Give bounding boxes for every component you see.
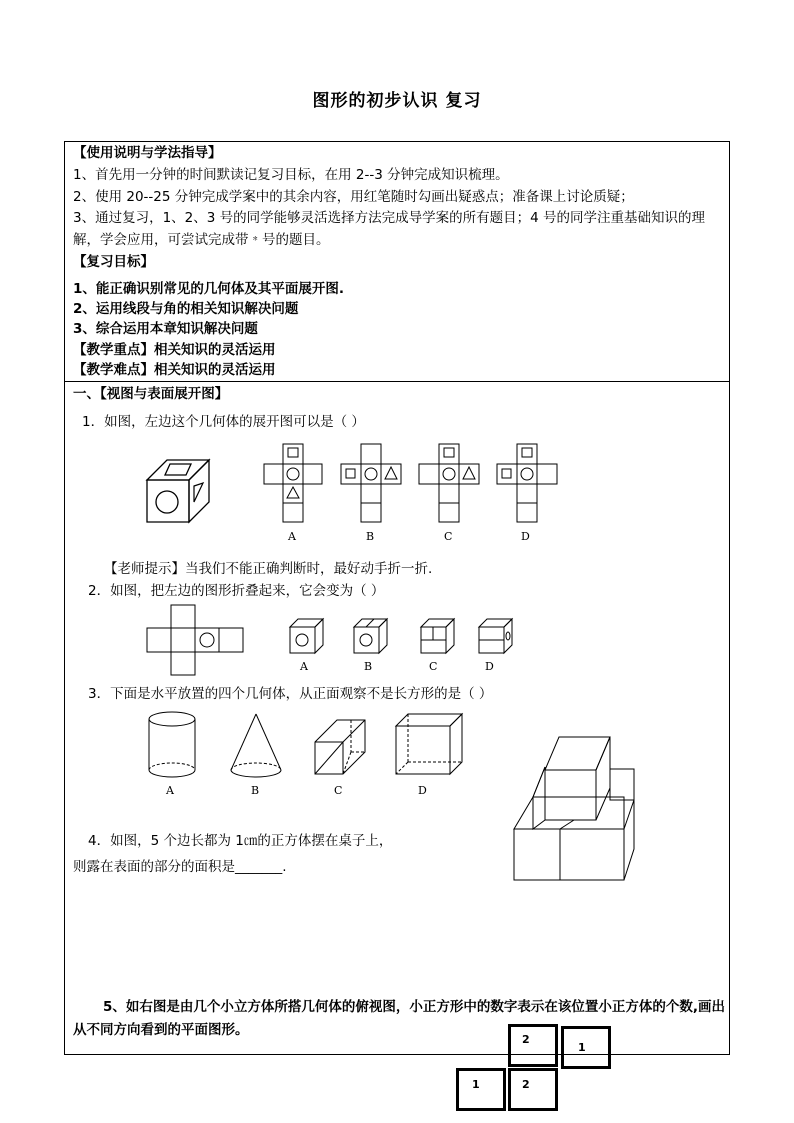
q5-text: 5、如右图是由几个小立方体所搭几何体的俯视图，小正方形中的数字表示在该位置小正方体的个数,画出从不同方向看到的平面图形。	[73, 999, 726, 1038]
q5-value-bottom-left: 1	[472, 1078, 480, 1091]
section1-heading: 一、【视图与表面展开图】	[73, 386, 229, 402]
q3-text: 3．下面是水平放置的四个几何体，从正面观察不是长方形的是（ ）	[88, 686, 493, 702]
q2-option-d: D	[485, 660, 494, 673]
q1-net-a	[263, 443, 323, 523]
q1-option-d: D	[521, 530, 530, 543]
q3-prism	[313, 718, 367, 776]
q2-option-c: C	[429, 660, 438, 673]
q3-option-c: C	[334, 784, 343, 797]
key-point: 【教学重点】相关知识的灵活运用	[73, 342, 276, 358]
goal-item-3: 3、综合运用本章知识解决问题	[73, 321, 258, 337]
q1-option-c: C	[444, 530, 453, 543]
q2-cube-a	[289, 618, 325, 654]
q2-cube-c	[420, 618, 456, 654]
q2-cube-d	[478, 618, 514, 654]
q4-line-2: 则露在表面的部分的面积是_______.	[73, 859, 287, 875]
guide-item-1: 1、首先用一分钟的时间默读记复习目标，在用 2--3 分钟完成知识梳理。	[73, 167, 509, 183]
q5-cell-bottom-right	[508, 1068, 558, 1111]
q3-option-b: B	[251, 784, 260, 797]
q1-option-b: B	[366, 530, 375, 543]
q2-net-figure	[146, 604, 244, 676]
q1-net-b	[340, 443, 402, 523]
q5-value-top-left: 2	[522, 1033, 530, 1046]
guide-heading: 【使用说明与学法指导】	[73, 145, 222, 161]
q5-cell-top-left	[508, 1024, 558, 1067]
q4-stacked-cubes	[512, 735, 637, 882]
guide-item-3: 3、通过复习，1、2、3 号的同学能够灵活选择方法完成导学案的所有题目；4 号的同学注重基础知识的理解，学会应用，可尝试完成带﹡号的题目。	[73, 210, 706, 248]
q5-cell-top-right	[561, 1026, 611, 1069]
q2-text: 2．如图，把左边的图形折叠起来，它会变为（ ）	[88, 583, 385, 599]
q3-option-d: D	[418, 784, 427, 797]
q1-text: 1．如图，左边这个几何体的展开图可以是（ ）	[82, 414, 365, 430]
q5-value-bottom-right: 2	[522, 1078, 530, 1091]
goal-item-2: 2、运用线段与角的相关知识解决问题	[73, 301, 299, 317]
q3-cuboid	[394, 712, 464, 776]
q3-option-a: A	[166, 784, 174, 797]
q2-option-a: A	[300, 660, 308, 673]
q3-cylinder	[147, 711, 197, 779]
q1-hint: 【老师提示】当我们不能正确判断时，最好动手折一折.	[104, 561, 433, 577]
page-title: 图形的初步认识 复习	[312, 91, 482, 111]
q1-option-a: A	[288, 530, 296, 543]
q1-cube-figure	[145, 458, 215, 524]
guide-item-2: 2、使用 20--25 分钟完成学案中的其余内容，用红笔随时勾画出疑惑点；准备课上讨论质疑；	[73, 189, 634, 205]
q4-line-1: 4．如图，5 个边长都为 1㎝的正方体摆在桌子上，	[88, 833, 393, 849]
q5-cell-bottom-left	[456, 1068, 506, 1111]
q3-cone	[229, 713, 283, 779]
q1-net-d	[496, 443, 558, 523]
q1-net-c	[418, 443, 480, 523]
goals-heading: 【复习目标】	[73, 254, 154, 270]
q2-cube-b	[353, 618, 389, 654]
q2-option-b: B	[364, 660, 373, 673]
q5-value-top-right: 1	[578, 1041, 586, 1054]
goal-item-1: 1、能正确识别常见的几何体及其平面展开图.	[73, 281, 345, 297]
section-divider	[64, 381, 730, 382]
difficulty-point: 【教学难点】相关知识的灵活运用	[73, 362, 276, 378]
